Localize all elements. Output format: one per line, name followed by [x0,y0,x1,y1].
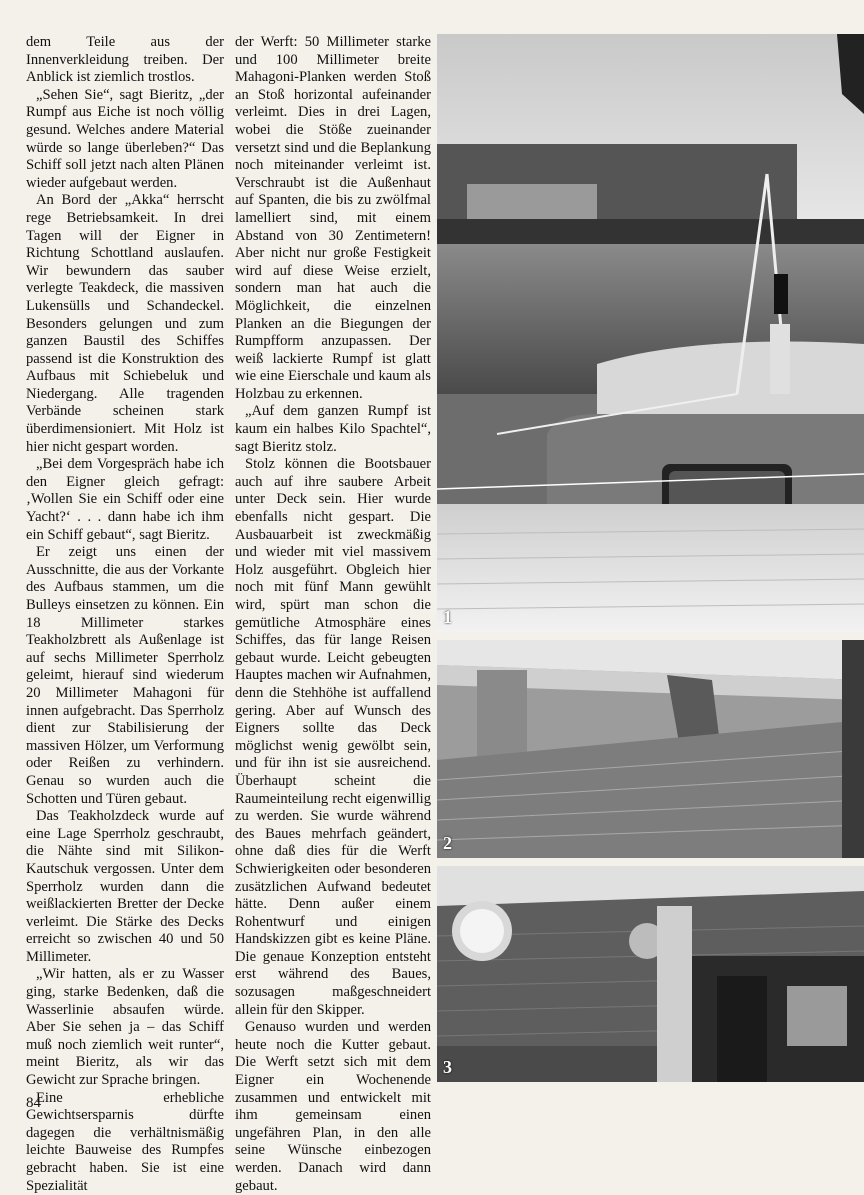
interior-photo [437,640,864,858]
paragraph: „Auf dem ganzen Rumpf ist kaum ein halbes Kilo Spachtel“, sagt Bieritz stolz. [235,403,431,455]
cabin-photo [437,866,864,1082]
photo-number: 3 [443,1057,452,1077]
page-number: 84 [26,1095,41,1111]
deck-photo [437,34,864,632]
text-column-left [26,34,224,1195]
paragraph: Stolz können die Bootsbauer auch auf ihre saubere Arbeit unter Deck sein. Hier wurde ebenfalls nicht gespart. Die Ausbauarbeit ist zweckmäßig und wieder mit viel massivem Holz ausgeführt. Obgleich hier noch mit fünf Mann gewühlt wird, spürt man schon die gemütliche Atmosphäre eines Schiffes, das für lange Reisen gebaut wurde. Leicht gebeugten Hauptes machen wir Aufnahmen, denn die Stehhöhe ist auffallend gering. Aber auf Wunsch des Eigners sollte das Deck möglichst wenig gewölbt sein, und für ihn ist sie ausreichend. Überhaupt scheint die Raumeinteilung recht eigenwillig zu werden. Sie wurde während des Baues mehrfach geändert, ohne daß dies für die Werft Schwierigkeiten oder besonderen zusätzlichen Aufwand bedeutet hätte. Denn außer einem Rohentwurf und einigen Handskizzen gibt es keine Pläne. Die genaue Konzeption entsteht erst während des Baues, sozusagen maßgeschneidert allein für den Skipper. [235,456,431,1018]
paragraph: Das Teakholzdeck wurde auf eine Lage Sperrholz geschraubt, die Nähte sind mit Silikon-Kautschuk vergossen. Unter dem Sperrholz wurden dann die weißlackierten Bretter der Decke verleimt. Die Stärke des Decks erreicht so zwischen 40 und 50 Millimeter. [26,808,224,965]
photo-number: 1 [443,607,452,627]
paragraph: Genauso wurden und werden heute noch die Kutter gebaut. Die Werft setzt sich mit dem Eigner ein Wochenende zusammen und entwickelt mit ihm gemeinsam einen ungefähren Plan, in den alle seine Wünsche einbezogen werden. Danach wird dann gebaut. [235,1019,431,1194]
paragraph: Er zeigt uns einen der Ausschnitte, die aus der Vorkante des Aufbaus stammen, um die Bulleys einsetzen zu können. Ein 18 Millimeter starkes Teakholzbrett als Außenlage ist auf sechs Millimeter Sperrholz geleimt, hierauf sind wiederum 20 Millimeter Mahagoni für innen aufgebracht. Das Sperrholz dient zur Stabilisierung der massiven Hölzer, um Verformung oder Reißen zu verhindern. Genau so wurden auch die Schotten und Türen gebaut. [26,544,224,807]
paragraph: „Sehen Sie“, sagt Bieritz, „der Rumpf aus Eiche ist noch völlig gesund. Welches andere Material würde so lange überleben?“ Das Schiff soll jetzt nach alten Plänen wieder aufgebaut werden. [26,86,224,191]
text-column-middle [235,34,431,1195]
paragraph: „Bei dem Vorgespräch habe ich den Eigner gleich gefragt: ‚Wollen Sie ein Schiff oder eine Yacht?‘ . . . dann habe ich ihm ein Schiff gebaut“, sagt Bieritz. [26,456,224,543]
paragraph: An Bord der „Akka“ herrscht rege Betriebsamkeit. In drei Tagen will der Eigner in Richtung Schottland auslaufen. Wir bewundern das sauber verlegte Teakdeck, die massiven Lukensülls und Schandeckel. Besonders gelungen und zum ganzen Baustil des Schiffes passend ist die Konstruktion des Aufbaus mit Schiebeluk und Niedergang. Alle tragenden Verbände scheinen stark überdimensioniert. Mit Holz ist hier nicht gespart worden. [26,192,224,455]
paragraph: „Wir hatten, als er zu Wasser ging, starke Bedenken, daß die Wasserlinie absaufen würde. Aber Sie sehen ja – das Schiff muß noch ziemlich weit runter“, meint Bieritz, als wir das Gewicht zur Sprache bringen. [26,966,224,1089]
paragraph: Eine erhebliche Gewichtsersparnis dürfte dagegen die verhältnismäßig leichte Bauweise des Rumpfes gebracht haben. Sie ist eine Spezialität [26,1089,224,1194]
paragraph: dem Teile aus der Innenverkleidung treiben. Der Anblick ist ziemlich trostlos. [26,34,224,86]
photo-number: 2 [443,833,452,853]
paragraph: der Werft: 50 Millimeter starke und 100 Millimeter breite Mahagoni-Planken werden Stoß an Stoß horizontal aufeinander verleimt. Dies in drei Lagen, wobei die Stöße zueinander versetzt sind und die Beplankung noch miteinander verleimt ist. Verschraubt ist die Außenhaut auf Spanten, die bis zu zwölfmal lamelliert sind, mit einem Abstand von 30 Zentimetern! Aber nicht nur große Festigkeit wird auf diese Weise erzielt, sondern man hat auch die Möglichkeit, die einzelnen Planken an die Biegungen der Rumpfform anzupassen. Der weiß lackierte Rumpf ist glatt wie eine Eierschale und kaum als Holzbau zu erkennen. [235,34,431,402]
